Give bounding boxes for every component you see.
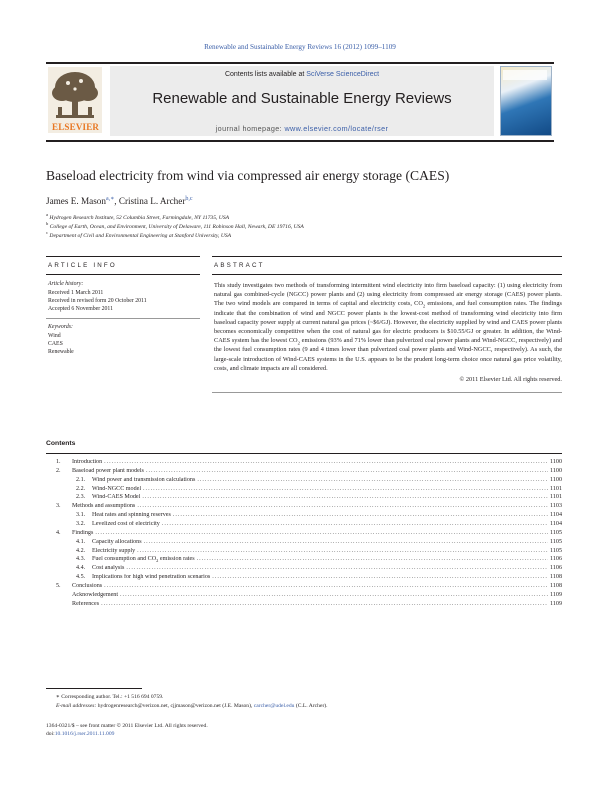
- toc-entry-title: [92, 565, 124, 571]
- toc-entry[interactable]: [56, 494, 562, 503]
- toc-entry-page: 1108: [550, 582, 562, 589]
- toc-entry-title: [92, 521, 160, 527]
- toc-entry-number: 2.: [56, 467, 61, 474]
- toc-entry-title-text: Heat rates and spinning reserves: [92, 512, 171, 519]
- abstract-part: emissions, and fuel consumption rates. The findings indicate that the combination of wind and NGCC power plants is the lowest-cost method of transforming wind electricity into firm baseload capacity power supply at current natural gas prices (~$6/GJ). However, the electricity supplied by wind and CAES power plants becomes economically competitive when the cost of natural gas for electric producers is $10.55/GJ or greater. In addition, the Wind-CAES system has the lowest CO: [214, 300, 563, 345]
- email-link[interactable]: cjjmason@verizon.net: [170, 703, 221, 709]
- email-owner: (C.L. Archer).: [294, 703, 328, 709]
- author-name: Cristina L. Archer: [118, 196, 186, 207]
- toc-entry-page: 1105: [550, 538, 562, 545]
- homepage-link[interactable]: www.elsevier.com/locate/rser: [284, 124, 389, 133]
- author-name: James E. Mason: [46, 196, 106, 207]
- article-info-heading: ARTICLE INFO: [48, 262, 117, 269]
- toc-entry-number: 4.4.: [76, 565, 86, 572]
- keyword: Wind: [48, 333, 61, 339]
- toc-entry-title: [72, 583, 102, 589]
- toc-entry[interactable]: [56, 521, 562, 530]
- affiliation-text: College of Earth, Ocean, and Environment, University of Delaware, 111 Robinson Hall, Newark, DE 19716, USA: [49, 223, 304, 230]
- article-info-divider: [46, 318, 200, 319]
- toc-entry-title-text: Wind-NGCC model: [92, 485, 142, 492]
- toc-entry[interactable]: [56, 556, 562, 565]
- affiliation-text: Hydrogen Research Institute, 52 Columbia Street, Farmingdale, NY 11735, USA: [49, 214, 230, 221]
- email-separator: ,: [167, 703, 171, 709]
- affiliation: [46, 230, 231, 239]
- author-affiliation-mark[interactable]: b,c: [185, 196, 193, 202]
- toc-entry-subscript: 2: [156, 558, 159, 564]
- affiliation: [46, 221, 304, 230]
- journal-title: Renewable and Sustainable Energy Reviews: [152, 90, 452, 107]
- toc-entry-title-text: Methods and assumptions: [72, 503, 136, 510]
- doi-line: [46, 731, 114, 737]
- email-addresses-note: [56, 703, 328, 709]
- toc-entry-title: [72, 601, 99, 607]
- keywords-label: Keywords:: [48, 324, 73, 330]
- history-accepted: Accepted 6 November 2011: [48, 306, 113, 312]
- abstract-subscript: 2: [297, 340, 300, 346]
- elsevier-wordmark: ELSEVIER: [52, 122, 100, 132]
- journal-homepage-line: [110, 124, 494, 133]
- toc-dot-leader: [137, 503, 548, 509]
- toc-entry[interactable]: [56, 565, 562, 574]
- abstract-subscript: 2: [422, 303, 426, 309]
- toc-entry-number: 4.5.: [76, 574, 86, 581]
- affiliation-mark: a: [46, 212, 48, 217]
- toc-entry-title: [92, 556, 195, 562]
- history-revised: Received in revised form 20 October 2011: [48, 298, 147, 304]
- toc-entry-number: 5.: [56, 582, 61, 589]
- author-affiliation-mark[interactable]: a,∗: [105, 196, 115, 202]
- toc-dot-leader: [173, 512, 548, 518]
- toc-entry-page: 1100: [550, 459, 562, 465]
- toc-entry-number: 4.3.: [76, 556, 86, 563]
- toc-entry-page: 1100: [550, 467, 562, 474]
- toc-dot-leader: [126, 565, 548, 571]
- abstract-text: [214, 281, 562, 373]
- affiliation-mark: b: [46, 221, 49, 226]
- toc-entry-title: [92, 574, 210, 580]
- toc-entry[interactable]: [56, 468, 562, 477]
- sciencedirect-link[interactable]: SciVerse ScienceDirect: [306, 71, 380, 78]
- toc-entry-number: 3.: [56, 503, 61, 510]
- toc-entry-page: 1104: [550, 512, 562, 519]
- toc-entry-title-suffix: emission rates: [158, 556, 195, 563]
- toc-entry-title: [92, 512, 171, 518]
- footnote-rule: [46, 688, 142, 689]
- toc-entry[interactable]: [56, 530, 562, 539]
- keyword: Renewable: [48, 349, 74, 355]
- toc-entry[interactable]: [56, 512, 562, 521]
- toc-entry-title-text: Conclusions: [72, 582, 103, 589]
- article-history-label: Article history:: [48, 281, 84, 287]
- toc-dot-leader: [104, 583, 548, 589]
- toc-entry[interactable]: [56, 574, 562, 583]
- toc-entry-title-text: Acknowledgement: [72, 591, 119, 598]
- toc-entry-title: [72, 459, 102, 465]
- toc-entry-page: 1109: [550, 591, 562, 598]
- toc-dot-leader: [146, 468, 548, 474]
- toc-entry-title-text: Capacity allocations: [92, 538, 142, 545]
- toc-entry-title: [92, 494, 140, 500]
- toc-dot-leader: [120, 592, 548, 598]
- toc-entry-title: [72, 503, 135, 509]
- toc-dot-leader: [197, 556, 548, 562]
- toc-entry-number: 2.3.: [76, 494, 86, 501]
- toc-entry-title: [72, 468, 144, 474]
- email-link[interactable]: hydrogenresearch@verizon.net: [97, 703, 168, 709]
- toc-dot-leader: [212, 574, 548, 580]
- toc-entry-page: 1104: [550, 520, 562, 527]
- affiliation-mark: c: [46, 230, 48, 235]
- toc-entry-number: 3.1.: [76, 512, 86, 519]
- toc-dot-leader: [95, 530, 548, 536]
- toc-dot-leader: [144, 539, 548, 545]
- toc-entry-title: [92, 539, 142, 545]
- toc-entry-number: 4.2.: [76, 547, 86, 554]
- corresponding-author-note: ∗ Corresponding author. Tel.: +1 516 694 0759.: [56, 694, 164, 700]
- abstract-part: emissions (93% and 71% lower than pulverized coal power plants and Wind-NGCC, respectively) and the lowest fuel consumption rates (9 and 4 times lower than pulverized coal power plants and Wind-NGCC, respectively). As such, the large-scale introduction of Wind-CAES systems in the U.S. appears to be the prudent long-term choice once natural gas price volatility, costs, and climate impacts are all considered.: [214, 337, 562, 372]
- toc-entry[interactable]: [56, 477, 562, 486]
- toc-entry-page: 1106: [550, 565, 562, 572]
- toc-entry[interactable]: [56, 459, 562, 468]
- toc-entry-title: [92, 548, 135, 554]
- doi-link[interactable]: 10.1016/j.rser.2011.11.009: [54, 731, 115, 737]
- email-owner: (J.E. Mason),: [220, 703, 254, 709]
- toc-entry-title: [92, 477, 195, 483]
- article-title: Baseload electricity from wind via compressed air energy storage (CAES): [46, 168, 450, 183]
- toc-entry-title: [72, 592, 118, 598]
- journal-reference: Renewable and Sustainable Energy Reviews 16 (2012) 1099–1109: [204, 43, 396, 51]
- toc-entry[interactable]: [56, 486, 562, 495]
- article-info-heading-rule: [46, 274, 200, 275]
- affiliation-text: Department of Civil and Environmental Engineering at Stanford University, USA: [49, 232, 232, 239]
- toc-entry-title-text: Electricity supply: [92, 547, 136, 554]
- toc-entry-title: [92, 486, 141, 492]
- toc-entry-number: 3.2.: [76, 520, 86, 527]
- article-info-top-rule: [46, 256, 200, 257]
- toc-entry[interactable]: [56, 592, 562, 601]
- toc-entry-title: [72, 530, 93, 536]
- abstract-top-rule: [212, 256, 562, 257]
- toc-entry-page: 1105: [550, 547, 562, 554]
- toc-entry-page: 1101: [550, 485, 562, 492]
- affiliation: [46, 212, 229, 221]
- toc-entry-title-text: Fuel consumption and CO: [92, 556, 157, 563]
- contents-rule: [46, 453, 562, 454]
- toc-entry-page: 1101: [550, 494, 562, 501]
- toc-dot-leader: [197, 477, 548, 483]
- toc-dot-leader: [104, 459, 548, 465]
- toc-entry-page: 1106: [550, 556, 562, 563]
- toc-entry-title-text: Cost analysis: [92, 565, 125, 572]
- abstract-heading: ABSTRACT: [214, 262, 265, 269]
- keyword: CAES: [48, 341, 63, 347]
- toc-entry-number: 2.1.: [76, 476, 86, 483]
- toc-entry[interactable]: [56, 583, 562, 592]
- toc-dot-leader: [162, 521, 548, 527]
- contents-available-line: [110, 71, 494, 78]
- email-label: E-mail addresses:: [56, 703, 98, 709]
- toc-entry-title-text: Levelized cost of electricity: [92, 520, 160, 527]
- toc-dot-leader: [137, 548, 548, 554]
- author-list: [46, 195, 193, 206]
- abstract-heading-rule: [212, 274, 562, 275]
- toc-entry-number: 1.: [56, 459, 61, 465]
- abstract-copyright: © 2011 Elsevier Ltd. All rights reserved.: [459, 376, 562, 383]
- abstract-part: This study investigates two methods of transforming intermittent wind electricity into firm baseload capacity: (1) using electricity from natural gas combined-cycle (NGCC) power plants and (2) using electricity from compressed air energy storage (CAES) power plants. The two wind models are compared in terms of capital and electricity costs, CO: [214, 282, 562, 308]
- homepage-prefix: journal homepage:: [215, 124, 285, 133]
- doi-prefix: doi:: [46, 731, 55, 737]
- email-link[interactable]: carcher@udel.edu: [253, 703, 295, 709]
- toc-entry[interactable]: [56, 503, 562, 512]
- issn-line: 1364-0321/$ – see front matter © 2011 Elsevier Ltd. All rights reserved.: [46, 723, 208, 729]
- toc-entry-title-text: Findings: [72, 529, 94, 536]
- toc-entry[interactable]: [56, 548, 562, 557]
- abstract-bottom-rule: [212, 392, 562, 393]
- toc-dot-leader: [101, 601, 548, 607]
- toc-entry-title-text: Wind-CAES Model: [92, 494, 141, 501]
- toc-entry-number: 4.: [56, 529, 61, 536]
- toc-entry-page: 1109: [550, 600, 562, 607]
- toc-entry-title-text: Introduction: [72, 459, 103, 465]
- toc-entry[interactable]: [56, 601, 562, 610]
- toc-entry-title-text: Baseload power plant models: [72, 467, 144, 474]
- toc-entry[interactable]: [56, 539, 562, 548]
- toc-entry-page: 1103: [550, 503, 562, 510]
- toc-entry-title-text: Implications for high wind penetration scenarios: [92, 574, 211, 581]
- author-separator: ,: [114, 196, 119, 207]
- toc-entry-title-text: References: [72, 600, 100, 607]
- toc-entry-page: 1105: [550, 529, 562, 536]
- contents-heading: Contents: [46, 440, 76, 447]
- toc-dot-leader: [142, 494, 548, 500]
- toc-entry-number: 2.2.: [76, 485, 86, 492]
- contents-prefix: Contents lists available at: [224, 71, 307, 78]
- toc-entry-title-text: Wind power and transmission calculations: [92, 476, 196, 483]
- toc-dot-leader: [143, 486, 548, 492]
- toc-entry-page: 1100: [550, 476, 562, 483]
- toc-entry-number: 4.1.: [76, 538, 86, 545]
- history-received: Received 1 March 2011: [48, 290, 104, 296]
- toc-entry-page: 1108: [550, 574, 562, 581]
- journal-cover-band: [503, 70, 547, 80]
